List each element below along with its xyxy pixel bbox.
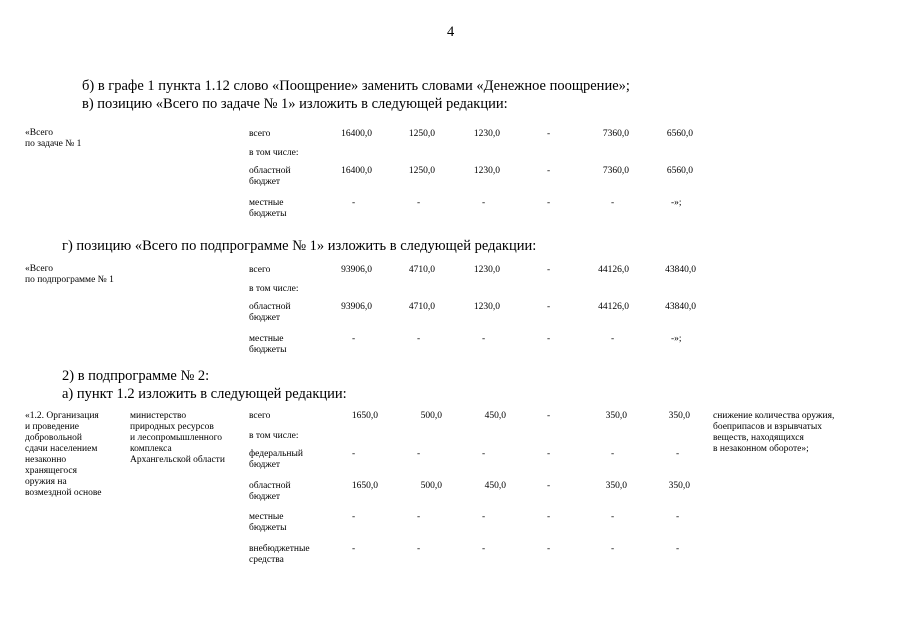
value-cell: 4710,0 xyxy=(408,265,435,275)
value-cell: - xyxy=(547,411,551,421)
value-cell: 6560,0 xyxy=(666,166,693,176)
value-cell: 500,0 xyxy=(420,481,442,491)
budget-type: в том числе: xyxy=(249,284,299,294)
budget-type: местные бюджеты xyxy=(249,198,287,219)
value-cell: 44126,0 xyxy=(598,302,629,312)
value-cell: - xyxy=(676,512,680,522)
value-cell: 1650,0 xyxy=(351,481,378,491)
value-cell: 450,0 xyxy=(484,411,506,421)
value-cell: 1250,0 xyxy=(408,166,435,176)
budget-type: внебюджетные средства xyxy=(249,544,310,565)
value-cell: - xyxy=(611,449,615,459)
value-cell: - xyxy=(352,198,356,208)
value-cell: 1230,0 xyxy=(473,129,500,139)
paragraph-a: а) пункт 1.2 изложить в следующей редакции: xyxy=(62,386,347,402)
paragraph-v: в) позицию «Всего по задаче № 1» изложить в следующей редакции: xyxy=(82,96,508,112)
value-cell: 16400,0 xyxy=(341,129,372,139)
value-cell: - xyxy=(611,334,615,344)
value-cell: -»; xyxy=(671,198,682,208)
value-cell: - xyxy=(611,544,615,554)
budget-type: федеральный бюджет xyxy=(249,449,303,470)
value-cell: 7360,0 xyxy=(602,166,629,176)
value-cell: - xyxy=(611,198,615,208)
value-cell: - xyxy=(547,198,551,208)
value-cell: 350,0 xyxy=(605,411,627,421)
value-cell: 7360,0 xyxy=(602,129,629,139)
budget-type: местные бюджеты xyxy=(249,512,287,533)
value-cell: - xyxy=(482,449,486,459)
budget-type: местные бюджеты xyxy=(249,334,287,355)
value-cell: - xyxy=(352,512,356,522)
value-cell: 44126,0 xyxy=(598,265,629,275)
value-cell: - xyxy=(547,512,551,522)
value-cell: 500,0 xyxy=(420,411,442,421)
value-cell: 1230,0 xyxy=(473,302,500,312)
value-cell: 93906,0 xyxy=(341,302,372,312)
executor-cell: министерство природных ресурсов и лесопромышленного комплекса Архангельской области xyxy=(130,411,225,465)
value-cell: - xyxy=(547,481,551,491)
value-cell: - xyxy=(482,198,486,208)
value-cell: - xyxy=(547,544,551,554)
budget-type: в том числе: xyxy=(249,431,299,441)
value-cell: - xyxy=(547,302,551,312)
paragraph-2: 2) в подпрограмме № 2: xyxy=(62,368,210,384)
value-cell: 1250,0 xyxy=(408,129,435,139)
value-cell: 93906,0 xyxy=(341,265,372,275)
value-cell: - xyxy=(676,449,680,459)
paragraph-b: б) в графе 1 пункта 1.12 слово «Поощрение» заменить словами «Денежное поощрение»; xyxy=(82,78,630,94)
budget-type: областной бюджет xyxy=(249,302,291,323)
value-cell: - xyxy=(417,512,421,522)
value-cell: - xyxy=(417,334,421,344)
budget-type: областной бюджет xyxy=(249,166,291,187)
value-cell: 4710,0 xyxy=(408,302,435,312)
value-cell: 43840,0 xyxy=(665,265,696,275)
value-cell: 350,0 xyxy=(668,481,690,491)
value-cell: - xyxy=(547,449,551,459)
value-cell: - xyxy=(482,512,486,522)
budget-type: всего xyxy=(249,129,271,139)
value-cell: -»; xyxy=(671,334,682,344)
value-cell: - xyxy=(547,166,551,176)
value-cell: - xyxy=(417,449,421,459)
value-cell: 6560,0 xyxy=(666,129,693,139)
value-cell: - xyxy=(482,544,486,554)
value-cell: - xyxy=(482,334,486,344)
value-cell: 450,0 xyxy=(484,481,506,491)
value-cell: - xyxy=(676,544,680,554)
value-cell: - xyxy=(352,334,356,344)
value-cell: 1650,0 xyxy=(351,411,378,421)
budget-type: в том числе: xyxy=(249,148,299,158)
value-cell: - xyxy=(352,449,356,459)
value-cell: - xyxy=(547,129,551,139)
row-label: «1.2. Организация и проведение добровольной сдачи населением незаконно хранящегося оружия на возмездной основе xyxy=(25,411,102,498)
page-number: 4 xyxy=(447,24,455,40)
value-cell: 350,0 xyxy=(605,481,627,491)
value-cell: - xyxy=(417,544,421,554)
value-cell: 1230,0 xyxy=(473,166,500,176)
value-cell: - xyxy=(547,265,551,275)
budget-type: областной бюджет xyxy=(249,481,291,502)
row-label: «Всего по задаче № 1 xyxy=(25,128,82,149)
value-cell: 43840,0 xyxy=(665,302,696,312)
value-cell: - xyxy=(352,544,356,554)
paragraph-g: г) позицию «Всего по подпрограмме № 1» изложить в следующей редакции: xyxy=(62,238,537,254)
value-cell: 350,0 xyxy=(668,411,690,421)
budget-type: всего xyxy=(249,411,271,421)
result-cell: снижение количества оружия, боеприпасов и взрывчатых веществ, находящихся в незаконном обороте»; xyxy=(713,411,835,454)
row-label: «Всего по подпрограмме № 1 xyxy=(25,264,114,285)
value-cell: - xyxy=(611,512,615,522)
value-cell: - xyxy=(417,198,421,208)
budget-type: всего xyxy=(249,265,271,275)
value-cell: 16400,0 xyxy=(341,166,372,176)
value-cell: - xyxy=(547,334,551,344)
value-cell: 1230,0 xyxy=(473,265,500,275)
